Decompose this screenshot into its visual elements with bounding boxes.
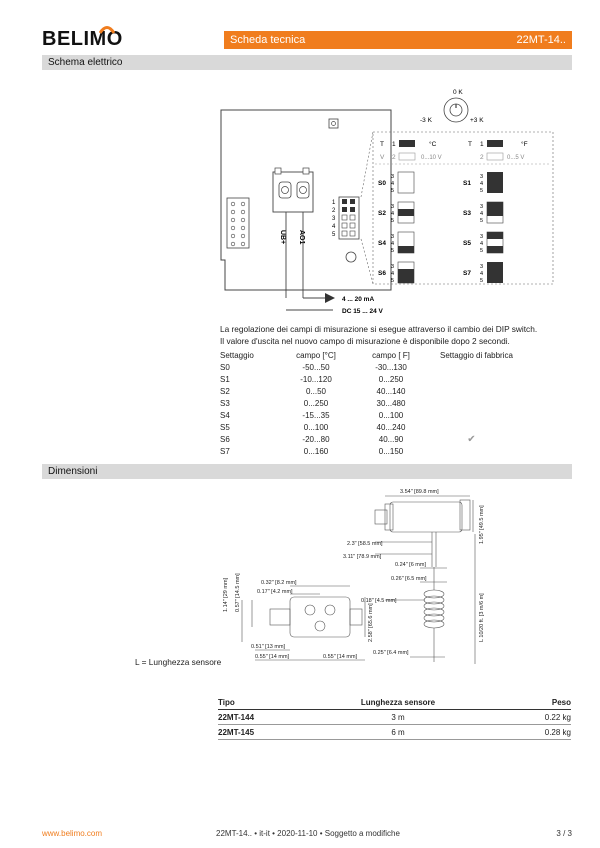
svg-text:3: 3 (391, 234, 395, 240)
svg-text:°F: °F (521, 141, 528, 148)
svg-text:L 10/20 ft. [3 m/6 m]: L 10/20 ft. [3 m/6 m] (479, 593, 485, 642)
svg-text:0.57" [14.5 mm]: 0.57" [14.5 mm] (235, 573, 241, 612)
table-row: S1 -10...120 0...250 (220, 374, 404, 384)
svg-text:1.14" [29 mm]: 1.14" [29 mm] (223, 577, 229, 612)
svg-text:0.17" [4.2 mm]: 0.17" [4.2 mm] (257, 589, 293, 595)
output-current-label: 4 ... 20 mA (342, 296, 375, 303)
pin-label-ub: UB+ (279, 230, 286, 245)
svg-text:+3 K: +3 K (470, 117, 484, 124)
table-row: 22MT-144 3 m 0.22 kg (218, 710, 571, 725)
legend-length: L = Lunghezza sensore (135, 657, 222, 667)
svg-text:1: 1 (332, 200, 336, 206)
table-row: 22MT-145 6 m 0.28 kg (218, 725, 571, 740)
svg-text:4: 4 (391, 211, 395, 217)
svg-text:3.54" [89.8 mm]: 3.54" [89.8 mm] (400, 489, 439, 495)
svg-text:0.32" [8.2 mm]: 0.32" [8.2 mm] (261, 580, 297, 586)
svg-text:2: 2 (332, 208, 336, 214)
svg-text:5: 5 (332, 232, 336, 238)
description-line-1: La regolazione dei campi di misurazione si esegue attraverso il cambio dei DIP switch. (220, 324, 538, 334)
svg-text:4: 4 (480, 211, 484, 217)
svg-text:4: 4 (391, 271, 395, 277)
svg-text:1.95" [49.5 mm]: 1.95" [49.5 mm] (479, 505, 485, 544)
weight-table: Tipo Lunghezza sensore Peso 22MT-144 3 m 0.22 kg 22MT-145 6 m 0.28 kg (218, 695, 571, 740)
table-row: S2 0...50 40...140 (220, 386, 406, 396)
svg-text:T: T (468, 141, 472, 148)
svg-text:0 K: 0 K (453, 89, 463, 96)
svg-text:5: 5 (391, 188, 395, 194)
svg-text:°C: °C (429, 141, 437, 148)
svg-text:4: 4 (332, 224, 336, 230)
wiring-diagram (215, 80, 560, 320)
svg-text:4: 4 (480, 181, 484, 187)
table-row: S7 0...160 0...150 (220, 446, 404, 456)
svg-text:3.11" [78.9 mm]: 3.11" [78.9 mm] (343, 554, 382, 560)
svg-text:V: V (380, 154, 385, 161)
svg-text:0.55" [14 mm]: 0.55" [14 mm] (323, 654, 358, 660)
svg-text:1: 1 (480, 141, 484, 148)
dip-switch-groups (378, 172, 503, 284)
table-row: S4 -15...35 0...100 (220, 410, 404, 420)
svg-text:0.26" [6.5 mm]: 0.26" [6.5 mm] (391, 576, 427, 582)
svg-text:S3: S3 (463, 210, 471, 217)
model-code: 22MT-14.. (516, 34, 566, 46)
factory-check-icon: ✔ (467, 433, 476, 445)
svg-text:3: 3 (391, 174, 395, 180)
svg-text:0.55" [14 mm]: 0.55" [14 mm] (255, 654, 290, 660)
header-bar (224, 31, 572, 49)
pin-label-ao1: AO1 (298, 230, 305, 245)
svg-text:3: 3 (480, 174, 484, 180)
svg-text:-3 K: -3 K (420, 117, 432, 124)
table-row: S3 0...250 30...480 (220, 398, 406, 408)
svg-text:5: 5 (480, 248, 484, 254)
doc-type: Scheda tecnica (230, 34, 306, 46)
svg-text:3: 3 (391, 204, 395, 210)
svg-text:4: 4 (391, 241, 395, 247)
table-row: S6 -20...80 40...90 ✔ (220, 433, 513, 445)
svg-text:S0: S0 (378, 180, 386, 187)
svg-text:0.25" [6.4 mm]: 0.25" [6.4 mm] (373, 650, 409, 656)
svg-text:5: 5 (480, 278, 484, 284)
svg-text:5: 5 (391, 218, 395, 224)
svg-text:4: 4 (480, 241, 484, 247)
svg-text:0.18" [4.5 mm]: 0.18" [4.5 mm] (361, 598, 397, 604)
svg-text:S6: S6 (378, 270, 386, 277)
svg-text:5: 5 (480, 188, 484, 194)
svg-text:T: T (380, 141, 384, 148)
settings-table: Settaggio campo [°C] campo [ F] Settaggio di fabbrica S0 -50...50 -30...130 S1 -10...120 0...250 S2 0...50 40...140 S3 0...250 30...480 S4 -15...35 0...100 S5 0...100 40...240 S6 -20...80 40...90 ✔ S7 0...160 0...150 (220, 350, 513, 456)
svg-text:0...10 V: 0...10 V (421, 155, 442, 161)
svg-text:3: 3 (332, 216, 336, 222)
svg-text:2: 2 (392, 154, 396, 161)
logo-arc-icon (99, 24, 115, 34)
table-row: S5 0...100 40...240 (220, 422, 406, 432)
svg-text:0.24" [6 mm]: 0.24" [6 mm] (395, 562, 426, 568)
svg-text:2.3" [58.5 mm]: 2.3" [58.5 mm] (347, 541, 383, 547)
svg-text:S1: S1 (463, 180, 471, 187)
supply-label: DC 15 ... 24 V (342, 308, 383, 315)
svg-text:3: 3 (480, 204, 484, 210)
svg-text:2: 2 (480, 154, 484, 161)
svg-text:3: 3 (480, 264, 484, 270)
svg-text:2.58" [65.6 mm]: 2.58" [65.6 mm] (368, 603, 374, 642)
brand-logo: BELIMO (42, 28, 123, 50)
svg-text:S4: S4 (378, 240, 386, 247)
svg-text:S2: S2 (378, 210, 386, 217)
section-dimensions: Dimensioni (42, 464, 572, 479)
svg-text:5: 5 (391, 278, 395, 284)
footer-url[interactable]: www.belimo.com (42, 829, 103, 838)
svg-text:0.51" [13 mm]: 0.51" [13 mm] (251, 644, 286, 650)
description-line-2: Il valore d'uscita nel nuovo campo di misurazione è disponibile dopo 2 secondi. (220, 336, 510, 346)
svg-text:4: 4 (391, 181, 395, 187)
svg-text:1: 1 (392, 141, 396, 148)
page-number: 3 / 3 (556, 829, 572, 838)
svg-text:3: 3 (391, 264, 395, 270)
table-row: S0 -50...50 -30...130 (220, 362, 407, 372)
svg-text:0...5 V: 0...5 V (507, 155, 525, 161)
svg-text:S5: S5 (463, 240, 471, 247)
section-wiring: Schema elettrico (42, 55, 572, 70)
svg-text:5: 5 (391, 248, 395, 254)
footer-center: 22MT-14.. • it-it • 2020-11-10 • Soggetto a modifiche (216, 829, 400, 838)
svg-text:5: 5 (480, 218, 484, 224)
svg-text:3: 3 (480, 234, 484, 240)
dimension-drawing (215, 482, 495, 672)
svg-text:4: 4 (480, 271, 484, 277)
svg-text:S7: S7 (463, 270, 471, 277)
